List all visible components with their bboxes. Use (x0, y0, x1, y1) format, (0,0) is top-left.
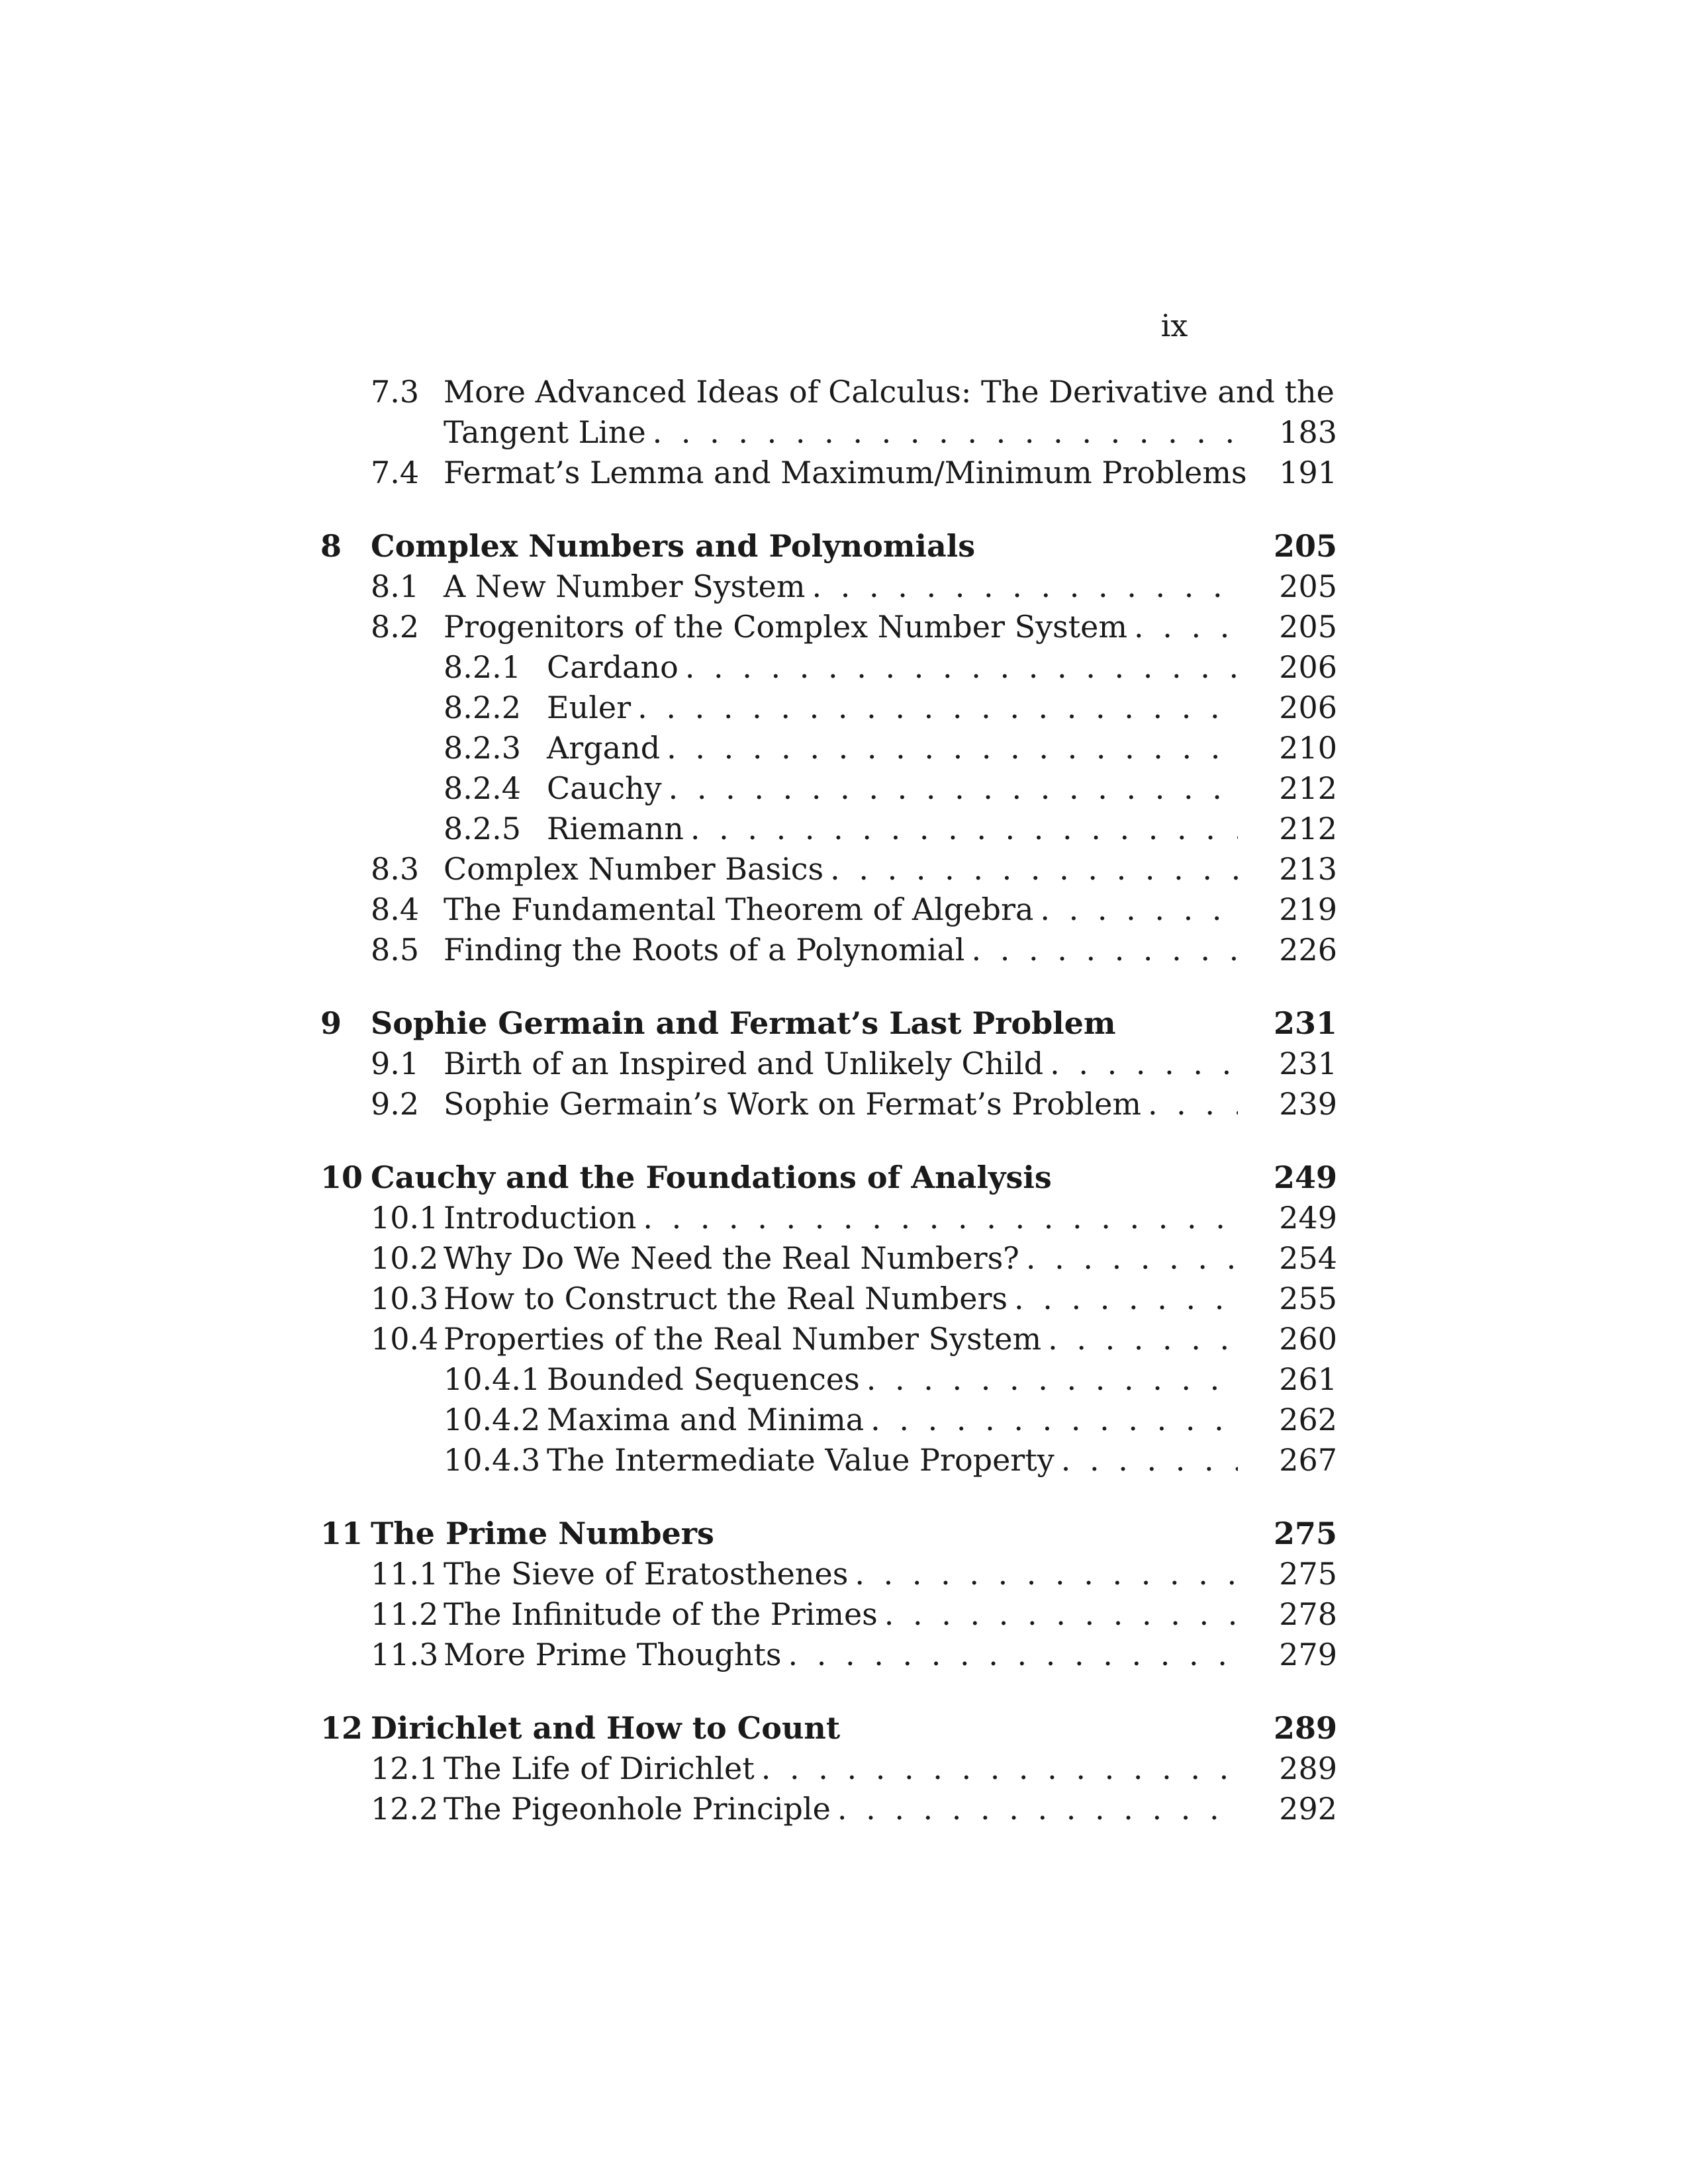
dot-leader (667, 728, 1238, 768)
dot-leader (884, 1594, 1238, 1635)
toc-number: 8.1 (371, 569, 420, 604)
toc-title: The Prime Numbers (371, 1516, 714, 1551)
toc-number: 9.1 (371, 1046, 420, 1081)
dot-leader (855, 1554, 1238, 1594)
toc-page-number: 289 (1279, 1751, 1337, 1786)
toc-page-number: 267 (1279, 1442, 1337, 1478)
toc-number: 10.4.3 (444, 1442, 541, 1478)
toc-page-number: 219 (1279, 891, 1337, 927)
toc-number: 11.2 (371, 1596, 439, 1632)
dot-leader (870, 1400, 1238, 1440)
dot-leader (1040, 889, 1238, 930)
toc-number: 8.2.1 (444, 649, 522, 685)
toc-title: The Intermediate Value Property (547, 1442, 1055, 1478)
dot-leader (1048, 1319, 1238, 1359)
toc-page-number: 278 (1279, 1596, 1337, 1632)
toc-section (0, 1594, 1337, 1635)
toc-section (0, 1749, 1337, 1789)
toc-section (0, 1635, 1337, 1675)
toc-number: 11.3 (371, 1637, 439, 1672)
toc-title: Dirichlet and How to Count (371, 1710, 841, 1746)
toc-chapter (0, 1708, 1337, 1749)
dot-leader (690, 809, 1238, 849)
toc-title: Finding the Roots of a Polynomial (444, 932, 965, 968)
toc-title: Properties of the Real Number System (444, 1321, 1042, 1357)
toc-subsection (0, 809, 1337, 849)
toc-title: Why Do We Need the Real Numbers? (444, 1240, 1019, 1276)
toc-number: 11.1 (371, 1556, 439, 1592)
toc-number: 7.3 (371, 374, 420, 410)
toc-section (0, 930, 1337, 970)
toc-number: 11 (320, 1516, 363, 1551)
toc-page-number: 212 (1279, 770, 1337, 806)
toc-title: More Advanced Ideas of Calculus: The Derivative and the (444, 374, 1335, 410)
dot-leader (669, 768, 1238, 809)
toc-number: 10.4.1 (444, 1361, 541, 1397)
toc-subsection (0, 647, 1337, 688)
toc-number: 8.4 (371, 891, 420, 927)
toc-section (0, 1789, 1337, 1829)
toc-page-number: 205 (1279, 569, 1337, 604)
toc-section (0, 1238, 1337, 1279)
toc-number: 8 (320, 528, 342, 564)
toc-page-number: 260 (1279, 1321, 1337, 1357)
toc-chapter (0, 1003, 1337, 1044)
dot-leader (643, 1198, 1238, 1238)
toc-section (0, 1084, 1337, 1124)
toc-page-number: 249 (1279, 1200, 1337, 1236)
toc-section (0, 607, 1337, 647)
toc-title: Argand (547, 730, 661, 766)
toc-title: Euler (547, 690, 632, 725)
toc-page-number: 279 (1279, 1637, 1337, 1672)
toc-page-number: 206 (1279, 690, 1337, 725)
toc-page-number: 249 (1273, 1160, 1337, 1195)
toc-title: How to Construct the Real Numbers (444, 1281, 1008, 1316)
toc-number: 9.2 (371, 1086, 420, 1122)
toc-number: 7.4 (371, 455, 420, 490)
dot-leader (812, 567, 1238, 607)
toc-subsection (0, 1359, 1337, 1400)
toc-title: Birth of an Inspired and Unlikely Child (444, 1046, 1044, 1081)
toc-subsection (0, 728, 1337, 768)
toc-number: 8.3 (371, 851, 420, 887)
toc-page-number: 275 (1279, 1556, 1337, 1592)
toc-section (0, 1198, 1337, 1238)
toc-title: Cauchy and the Foundations of Analysis (371, 1160, 1052, 1195)
toc-chapter (0, 1158, 1337, 1198)
dot-leader (1014, 1279, 1238, 1319)
toc-title: Progenitors of the Complex Number System (444, 609, 1128, 645)
dot-leader (1148, 1084, 1238, 1124)
toc-title: Cardano (547, 649, 679, 685)
toc-page-number: 255 (1279, 1281, 1337, 1316)
toc-page-number: 289 (1273, 1710, 1337, 1746)
toc-page-number: 212 (1279, 811, 1337, 846)
toc-subsection (0, 688, 1337, 728)
dot-leader (653, 412, 1238, 453)
toc-title: The Pigeonhole Principle (444, 1791, 831, 1827)
toc-page-number: 210 (1279, 730, 1337, 766)
toc-section (0, 1279, 1337, 1319)
toc-section (0, 412, 1337, 453)
dot-leader (1026, 1238, 1238, 1279)
toc-page-number: 231 (1279, 1046, 1337, 1081)
toc-number: 12 (320, 1710, 363, 1746)
toc-number: 10.4 (371, 1321, 439, 1357)
page-number: ix (1160, 308, 1188, 343)
toc-number: 10.4.2 (444, 1402, 541, 1437)
toc-section (0, 1044, 1337, 1084)
toc-page-number: 213 (1279, 851, 1337, 887)
toc-subsection (0, 768, 1337, 809)
toc-chapter (0, 526, 1337, 567)
toc-title: Sophie Germain and Fermat’s Last Problem (371, 1005, 1116, 1041)
toc-number: 8.2.4 (444, 770, 522, 806)
dot-leader (837, 1789, 1238, 1829)
toc-number: 8.2.5 (444, 811, 522, 846)
toc-page-number: 239 (1279, 1086, 1337, 1122)
toc-number: 9 (320, 1005, 342, 1041)
toc-title: The Infinitude of the Primes (444, 1596, 878, 1632)
toc-title: The Fundamental Theorem of Algebra (444, 891, 1034, 927)
toc-page-number: 206 (1279, 649, 1337, 685)
toc-page-number: 275 (1273, 1516, 1337, 1551)
toc-page-number: 292 (1279, 1791, 1337, 1827)
dot-leader (637, 688, 1238, 728)
toc-page-number: 254 (1279, 1240, 1337, 1276)
toc-title: Bounded Sequences (547, 1361, 860, 1397)
toc-page-number: 205 (1279, 609, 1337, 645)
toc-page-number: 231 (1273, 1005, 1337, 1041)
toc-section (0, 1554, 1337, 1594)
toc-number: 10.1 (371, 1200, 439, 1236)
toc-number: 8.2 (371, 609, 420, 645)
toc-page-number: 191 (1279, 455, 1337, 490)
toc-page-number: 183 (1279, 414, 1337, 450)
toc-page-number: 262 (1279, 1402, 1337, 1437)
toc-section (0, 889, 1337, 930)
toc-number: 12.2 (371, 1791, 439, 1827)
toc-number: 10 (320, 1160, 363, 1195)
toc-number: 10.2 (371, 1240, 439, 1276)
toc-number: 8.5 (371, 932, 420, 968)
dot-leader (1134, 607, 1238, 647)
toc-section (0, 372, 1337, 412)
toc-page-number: 205 (1273, 528, 1337, 564)
toc-title: Riemann (547, 811, 684, 846)
dot-leader (761, 1749, 1238, 1789)
dot-leader (1050, 1044, 1238, 1084)
toc-number: 8.2.2 (444, 690, 522, 725)
toc-section (0, 567, 1337, 607)
toc-number: 10.3 (371, 1281, 439, 1316)
toc-title: Fermat’s Lemma and Maximum/Minimum Problems (444, 455, 1247, 490)
toc-subsection (0, 1440, 1337, 1480)
toc-section (0, 1319, 1337, 1359)
dot-leader (685, 647, 1238, 688)
toc-title: Sophie Germain’s Work on Fermat’s Problem (444, 1086, 1141, 1122)
toc-section (0, 453, 1337, 493)
toc-title: The Sieve of Eratosthenes (444, 1556, 849, 1592)
dot-leader (1061, 1440, 1238, 1480)
toc-number: 12.1 (371, 1751, 439, 1786)
toc-page-number: 261 (1279, 1361, 1337, 1397)
toc-title: Introduction (444, 1200, 637, 1236)
toc-title: Maxima and Minima (547, 1402, 865, 1437)
toc-subsection (0, 1400, 1337, 1440)
toc-page-number: 226 (1279, 932, 1337, 968)
toc-title: More Prime Thoughts (444, 1637, 782, 1672)
toc-title: Complex Number Basics (444, 851, 824, 887)
toc-chapter (0, 1514, 1337, 1554)
toc-number: 8.2.3 (444, 730, 522, 766)
toc-title: Complex Numbers and Polynomials (371, 528, 976, 564)
toc-title: Cauchy (547, 770, 662, 806)
dot-leader (788, 1635, 1238, 1675)
dot-leader (830, 849, 1238, 889)
toc-section (0, 849, 1337, 889)
toc-title: The Life of Dirichlet (444, 1751, 755, 1786)
toc-title: A New Number System (444, 569, 806, 604)
dot-leader (971, 930, 1238, 970)
dot-leader (867, 1359, 1238, 1400)
toc-title: Tangent Line (444, 414, 646, 450)
